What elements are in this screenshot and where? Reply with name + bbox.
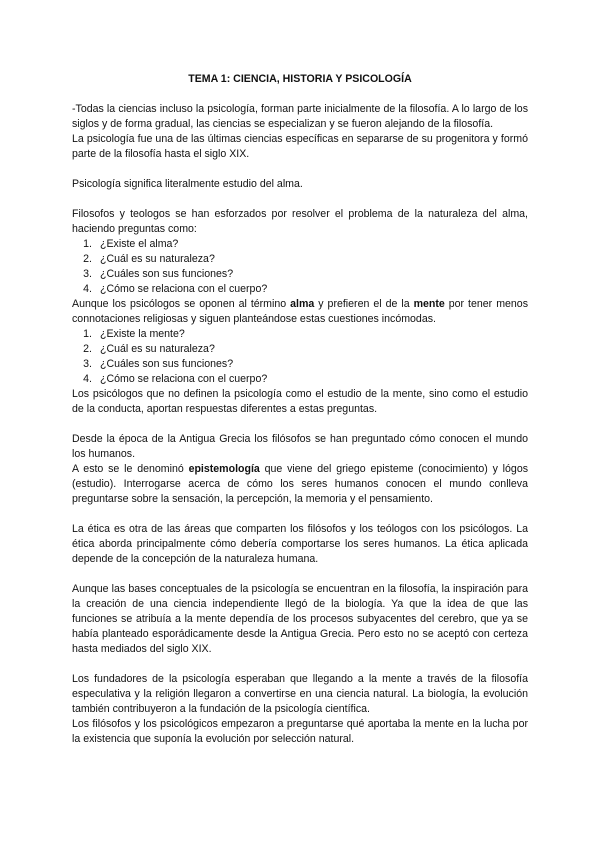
paragraph-mind-vs-soul: Aunque los psicólogos se oponen al término alma y prefieren el de la mente por tener menos connotaciones religiosas y siguen planteándose estas cuestiones incómodas. — [72, 298, 528, 325]
paragraph-evolution: Los filósofos y los psicológicos empezaron a preguntarse qué aportaba la mente en la lucha por la existencia que suponía la evolución por selección natural. — [72, 718, 528, 745]
spacer — [72, 417, 528, 432]
spacer — [72, 657, 528, 672]
spacer — [72, 162, 528, 177]
mind-questions-list — [72, 327, 528, 387]
list-item: 4. ¿Cómo se relaciona con el cuerpo? — [83, 373, 268, 385]
paragraph-behavior: Los psicólogos que no definen la psicología como el estudio de la mente, sino como el estudio de la conducta, aportan respuestas diferentes a estas preguntas. — [72, 388, 528, 415]
list-item: 1. ¿Existe la mente? — [83, 328, 185, 340]
list-item: 2. ¿Cuál es su naturaleza? — [83, 253, 215, 265]
spacer — [72, 567, 528, 582]
paragraph-psychology-separation: La psicología fue una de las últimas ciencias específicas en separarse de su progenitora y formó parte de la filosofía hasta el siglo XIX. — [72, 133, 528, 160]
paragraph-ethics: La ética es otra de las áreas que comparten los filósofos y los teólogos con los psicólogos. La ética aborda principalmente cómo debería comportarse los seres humanos. La ética aplicada depende de la concepción de la naturaleza humana. — [72, 523, 528, 565]
paragraph-ancient-greece: Desde la época de la Antigua Grecia los filósofos se han preguntado cómo conocen el mundo los humanos. — [72, 433, 528, 460]
paragraph-soul-questions-intro: Filosofos y teologos se han esforzados por resolver el problema de la naturaleza del alma, haciendo preguntas como: — [72, 208, 528, 235]
soul-questions-list — [72, 237, 528, 297]
paragraph-epistemology: A esto se le denominó epistemología que viene del griego episteme (conocimiento) y lógos (estudio). Interrogarse acerca de cómo los seres humanos conocen el mundo conlleva preguntarse sobre la sensación, la percepción, la memoria y el pensamiento. — [72, 463, 529, 505]
spacer — [72, 192, 528, 207]
paragraph-definition: Psicología significa literalmente estudio del alma. — [72, 178, 303, 190]
list-item: 3. ¿Cuáles son sus funciones? — [83, 268, 234, 280]
spacer — [72, 507, 528, 522]
paragraph-biology: Aunque las bases conceptuales de la psicología se encuentran en la filosofía, la inspiración para la creación de una ciencia independiente llegó de la biología. Ya que la idea de que las funciones se atribuía a la mente dependía de los procesos subyacentes del cerebro, que ya se había planteado esporádicamente desde la Antigua Grecia. Pero esto no se aceptó con certeza hasta mediados del siglo XIX. — [72, 583, 528, 655]
paragraph-founders: Los fundadores de la psicología esperaban que llegando a la mente a través de la filosofía especulativa y la religión llegaron a convertirse en una ciencia natural. La biología, la evolución también contribuyeron a la fundación de la psicología científica. — [72, 673, 528, 715]
document-page — [72, 72, 528, 747]
paragraph-intro: -Todas la ciencias incluso la psicología, forman parte inicialmente de la filosofía. A lo largo de los siglos y de forma gradual, las ciencias se especializan y se fueron alejando de la filosofía. — [72, 103, 528, 130]
document-title: TEMA 1: CIENCIA, HISTORIA Y PSICOLOGÍA — [188, 73, 412, 85]
list-item: 4. ¿Cómo se relaciona con el cuerpo? — [83, 283, 268, 295]
list-item: 2. ¿Cuál es su naturaleza? — [83, 343, 215, 355]
list-item: 1. ¿Existe el alma? — [83, 238, 179, 250]
list-item: 3. ¿Cuáles son sus funciones? — [83, 358, 234, 370]
